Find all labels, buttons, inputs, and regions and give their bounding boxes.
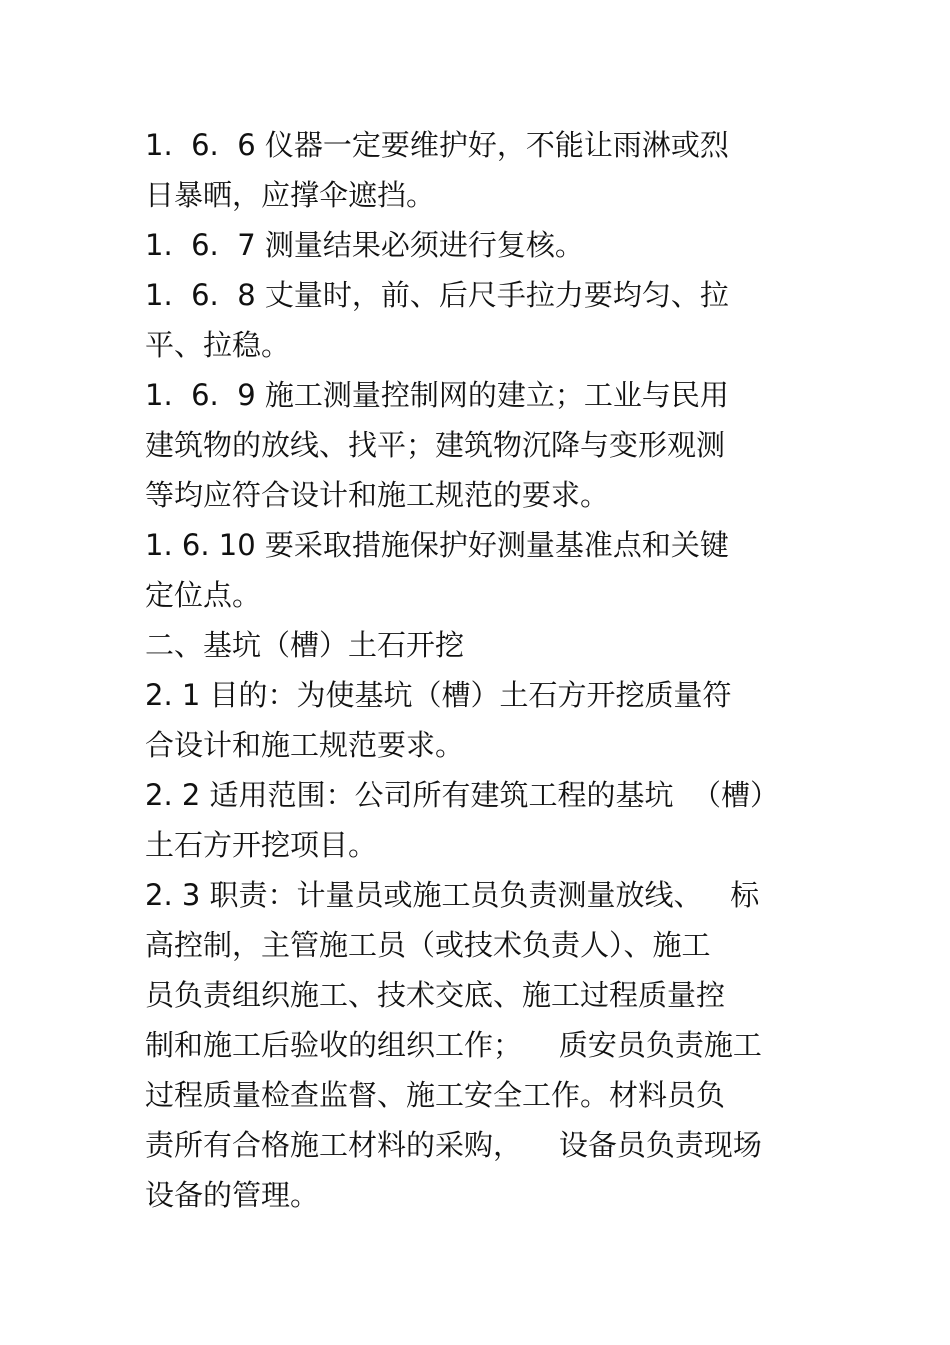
section-heading: 二、基坑（槽）土石开挖 [145, 628, 465, 662]
text-line: 定位点。 [145, 578, 262, 612]
text-line: 日暴晒，应撑伞遮挡。 [145, 178, 436, 212]
text-line: 高控制，主管施工员（或技术负责人）、施工 [145, 928, 711, 962]
text-line: 员负责组织施工、技术交底、施工过程质量控 [145, 978, 726, 1012]
text-line: 1. 6. 8 丈量时，前、后尺手拉力要均匀、拉 [145, 278, 729, 312]
text-line: 建筑物的放线、找平；建筑物沉降与变形观测 [145, 428, 726, 462]
text-line: 2. 3 职责：计量员或施工员负责测量放线、 标 [145, 878, 760, 912]
text-line: 等均应符合设计和施工规范的要求。 [145, 478, 610, 512]
text-line: 设备的管理。 [145, 1178, 320, 1212]
text-line: 2. 1 目的：为使基坑（槽）土石方开挖质量符 [145, 678, 732, 712]
text-line: 合设计和施工规范要求。 [145, 728, 465, 762]
text-line: 1. 6. 7 测量结果必须进行复核。 [145, 228, 584, 262]
text-line: 1. 6. 10 要采取措施保护好测量基准点和关键 [145, 528, 729, 562]
text-line: 制和施工后验收的组织工作； 质安员负责施工 [145, 1028, 762, 1062]
text-line: 土石方开挖项目。 [145, 828, 378, 862]
text-line: 过程质量检查监督、施工安全工作。材料员负 [145, 1078, 726, 1112]
text-line: 责所有合格施工材料的采购， 设备员负责现场 [145, 1128, 762, 1162]
text-line: 1. 6. 9 施工测量控制网的建立；工业与民用 [145, 378, 729, 412]
document-body [145, 120, 825, 1220]
text-line: 2. 2 适用范围：公司所有建筑工程的基坑 （槽） [145, 778, 779, 812]
text-line: 1. 6. 6 仪器一定要维护好，不能让雨淋或烈 [145, 128, 729, 162]
text-line: 平、拉稳。 [145, 328, 291, 362]
